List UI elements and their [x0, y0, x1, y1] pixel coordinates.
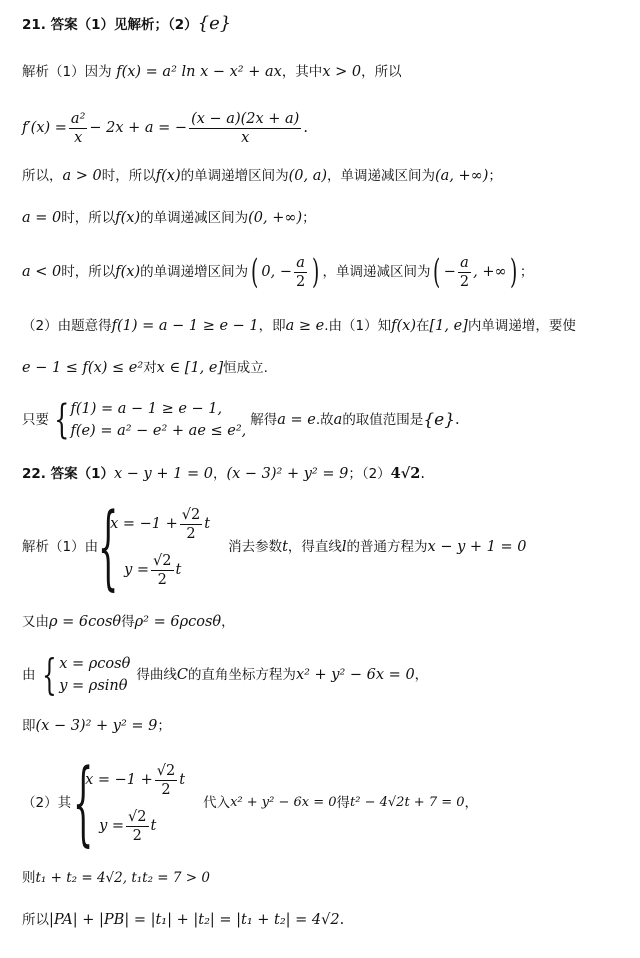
text: 得曲线: [136, 667, 177, 683]
text: 即: [22, 718, 36, 734]
interval: (0, +∞): [248, 210, 303, 226]
q21-derivative: [22, 104, 308, 152]
text: ，: [464, 795, 479, 811]
text: 代入: [203, 795, 231, 811]
var-t: t: [150, 818, 157, 834]
text: 时，所以: [101, 168, 156, 184]
fraction: [126, 808, 148, 845]
fraction: [151, 552, 173, 589]
text: .由（1）知: [324, 318, 392, 334]
text: 的普通方程为: [346, 539, 428, 555]
sub-y: [85, 803, 185, 849]
q21-case-zero: [22, 208, 316, 228]
q21-heading: [22, 14, 231, 35]
text: ，: [212, 466, 227, 482]
variable: a: [333, 412, 343, 428]
text: ，所以: [361, 64, 402, 80]
text: ；: [157, 718, 171, 734]
text: 的单调递增区间为: [140, 264, 249, 280]
var-l: l: [341, 539, 347, 555]
condition: x > 0: [322, 64, 362, 80]
deriv-mid: − 2x + a = −: [89, 120, 188, 136]
domain: x ∈ [1, e]: [156, 360, 224, 376]
system-line-2: f(e) = a² − e² + ae ≤ e²,: [70, 423, 247, 439]
left-brace: {: [97, 493, 119, 600]
q22-conversion: [22, 652, 428, 698]
text: 消去参数: [228, 539, 283, 555]
var-t: t: [204, 516, 211, 532]
text: 的单调递增区间为: [180, 168, 289, 184]
fraction: [155, 762, 177, 799]
text: ，单调递减区间为: [322, 264, 431, 280]
denominator: x: [74, 129, 83, 146]
interval: [1, e]: [429, 318, 468, 334]
equation: ρ² = 6ρcosθ: [134, 614, 222, 630]
equation: x² + y² − 6x = 0: [230, 795, 337, 810]
text: 所以，: [22, 168, 63, 184]
numerator: a: [460, 254, 469, 271]
text: ；: [302, 210, 316, 226]
text: 由: [22, 667, 36, 683]
denominator: 2: [459, 273, 470, 290]
numerator: √2: [156, 762, 176, 779]
equation: x − y + 1 = 0: [427, 539, 527, 555]
sub-lines: [85, 757, 185, 849]
text: 的直角坐标方程为: [187, 667, 296, 683]
denominator: 2: [132, 827, 142, 844]
text: 解得: [250, 412, 278, 428]
fraction: [294, 254, 307, 291]
param-x: [110, 501, 210, 547]
text: 又由: [22, 614, 49, 630]
deriv-lhs: f′(x) =: [22, 120, 67, 136]
text: （2）由题意得: [22, 318, 112, 334]
solution: a = e: [277, 412, 316, 428]
numerator: √2: [153, 552, 172, 569]
text: ；: [519, 264, 534, 280]
inequality: e − 1 ≤ f(x) ≤ e²: [22, 360, 144, 376]
q21-system: [22, 396, 460, 444]
text: ，得直线: [287, 539, 342, 555]
interval-end: , +∞: [473, 264, 507, 280]
q22-substitution: [22, 749, 479, 856]
sub-x: [85, 757, 185, 803]
period: .: [455, 412, 460, 428]
q22-circle: [22, 716, 171, 736]
var-C: C: [176, 667, 188, 683]
q22-parametric: [22, 493, 527, 600]
equation: (x − 3)² + y² = 9: [226, 466, 349, 482]
denominator: 2: [161, 781, 171, 798]
left-brace: {: [54, 397, 70, 443]
q21-analysis-intro: [22, 62, 402, 82]
lhs: x = −1 +: [110, 516, 178, 532]
text: .故: [315, 412, 334, 428]
equation: x − y + 1 = 0: [114, 466, 213, 482]
text: 在: [416, 318, 430, 334]
numerator: a: [296, 254, 305, 271]
interval: (0, a): [288, 168, 328, 184]
text: ，其中: [281, 64, 323, 80]
equation: |PA| + |PB| = |t₁| + |t₂| = |t₁ + t₂| = 4√2: [49, 912, 340, 928]
equation: x² + y² − 6x = 0: [295, 667, 415, 683]
fraction: [189, 110, 301, 147]
equation: t² − 4√2t + 7 = 0: [350, 795, 465, 810]
conv-line-2: y = ρsinθ: [59, 678, 128, 694]
text: ，即: [258, 318, 286, 334]
system-lines: [70, 398, 246, 442]
conv-lines: [59, 653, 130, 697]
text: ，单调递减区间为: [327, 168, 436, 184]
text: （2）其: [22, 795, 72, 811]
text: 22. 答案（1）: [22, 466, 115, 482]
equation: ρ = 6cosθ: [49, 614, 122, 630]
text: ；（2）: [348, 466, 391, 482]
equation: (x − 3)² + y² = 9: [35, 718, 158, 734]
denominator: 2: [157, 571, 167, 588]
period: .: [420, 466, 425, 482]
denominator: x: [241, 129, 250, 146]
text: ，: [414, 667, 429, 683]
q21-part2-cont: [22, 358, 268, 378]
right-paren: ): [312, 252, 320, 292]
interval: (a, +∞): [435, 168, 489, 184]
formula: f(1) = a − 1 ≥ e − 1: [111, 318, 259, 334]
equation: t₁ + t₂ = 4√2, t₁t₂ = 7 > 0: [35, 870, 210, 886]
answer: 4√2: [390, 465, 421, 482]
answer-set: {e}: [423, 410, 456, 430]
left-paren: (: [251, 252, 259, 292]
fraction: [69, 110, 87, 147]
text: 只要: [22, 412, 49, 428]
text: 的取值范围是: [342, 412, 424, 428]
text: 得: [121, 614, 135, 630]
text: 的单调递减区间为: [140, 210, 249, 226]
lhs: x = −1 +: [85, 772, 153, 788]
system-line-1: f(1) = a − 1 ≥ e − 1,: [70, 401, 223, 417]
formula-f: f(x) = a² ln x − x² + ax: [116, 64, 282, 80]
q21-case-negative: [22, 248, 533, 296]
condition: a < 0: [22, 264, 62, 280]
param-y: [110, 547, 210, 593]
text: 时，所以: [61, 264, 116, 280]
q22-heading: [22, 464, 425, 484]
q21-case-positive: [22, 166, 502, 186]
q21-heading-answer: {e}: [197, 13, 232, 34]
numerator: √2: [128, 808, 147, 825]
q22-polar: [22, 612, 235, 632]
var-t: t: [175, 562, 182, 578]
function: f(x): [115, 264, 141, 280]
param-lines: [110, 501, 210, 593]
function: f(x): [115, 210, 141, 226]
conv-line-1: x = ρcosθ: [59, 656, 131, 672]
function: f(x): [391, 318, 416, 334]
q22-vieta: [22, 868, 210, 888]
q21-heading-text: 21. 答案（1）见解析；（2）: [22, 17, 198, 33]
lhs: y =: [99, 818, 125, 834]
var-t: t: [179, 772, 186, 788]
fraction: [180, 506, 202, 543]
text: 恒成立.: [223, 360, 268, 376]
fraction: [458, 254, 471, 291]
text: 对: [143, 360, 157, 376]
text: ；: [488, 168, 502, 184]
left-brace: {: [72, 749, 94, 856]
text: 解析（1）由: [22, 539, 99, 555]
left-brace: {: [41, 650, 57, 699]
condition: a > 0: [62, 168, 102, 184]
text: 得: [336, 795, 351, 811]
numerator: a²: [70, 110, 86, 127]
period: .: [339, 912, 345, 928]
condition: a = 0: [22, 210, 62, 226]
text: 所以: [22, 912, 49, 928]
interval-start: 0, −: [261, 264, 292, 280]
text: 内单调递增，要使: [467, 318, 576, 334]
text: 解析（1）因为: [22, 64, 112, 80]
lhs: y =: [124, 562, 150, 578]
text: 则: [22, 870, 36, 886]
function: f(x): [155, 168, 181, 184]
numerator: (x − a)(2x + a): [191, 110, 300, 127]
inequality: a ≥ e: [285, 318, 325, 334]
left-paren: (: [433, 252, 441, 292]
denominator: 2: [186, 525, 196, 542]
q21-part2: [22, 316, 576, 336]
numerator: √2: [181, 506, 201, 523]
text: ，: [221, 614, 235, 630]
q22-final: [22, 910, 344, 930]
var-t: t: [282, 539, 288, 555]
denominator: 2: [295, 273, 306, 290]
interval-start: −: [443, 264, 456, 280]
period: .: [303, 120, 308, 136]
text: 时，所以: [61, 210, 116, 226]
right-paren: ): [509, 252, 517, 292]
